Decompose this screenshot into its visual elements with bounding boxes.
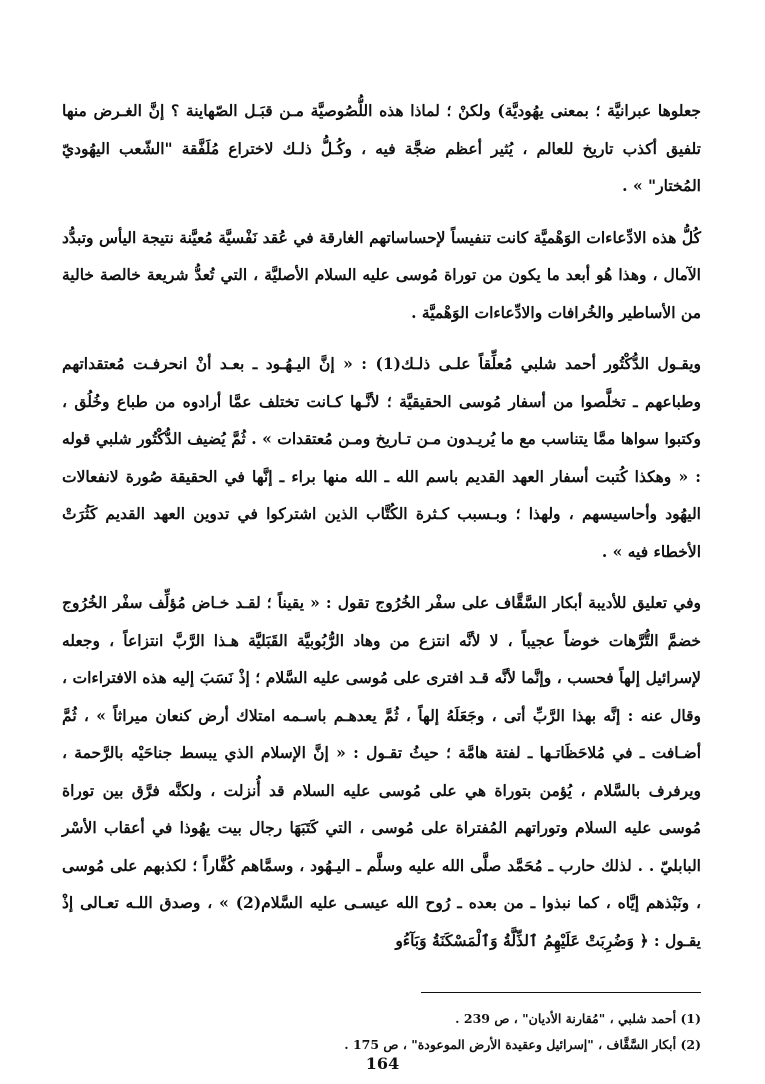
page-number: 164 [365, 1054, 400, 1073]
paragraph-3: ويقـول الدُّكْتُور أحمد شلبي مُعلِّقاً علـى ذلـك(1) : « إنَّ اليـهُـود ـ بعـد أنْ انحرفـت مُعتقداتهم وطباعهم ـ تخلَّصوا من أسفار مُوسى الحقيقيَّة ؛ لأنَّـها كـانت تختلف عمَّا أرادوه من طباع وخُلُق ، وكتبوا سواها ممَّا يتناسب مع ما يُريـدون مـن تـاريخ ومـن مُعتقدات » . ثُمَّ يُضيف الدُّكْتُور شلبي قوله : « وهكذا كُتبت أسفار العهد القديم باسم الله ـ الله منها براء ـ إنَّها في الحقيقة صُورة لانفعالات اليهُود وأحاسيسهم ، ولهذا ؛ وبـسبب كـثرة الكُتَّاب الذين اشتركوا في تدوين العهد القديم كَثُرَتْ الأخطاء فيه » . [62, 354, 701, 561]
paragraph-4: وفي تعليق للأديبة أبكار السَّقَّاف على سفْر الخُرُوج تقول : « يقيناً ؛ لقـد خـاض مُؤلِّف سفْر الخُرُوج خضمَّ التُّرَّهات خوضاً عجيباً ، لا لأنَّه انتزع من وهاد الرُّبُوبيَّة القَبَليَّة هـذا الرَّبَّ انتزاعاً ، وجعله لإسرائيل إلهاً فحسب ، وإنَّما لأنَّه قـد افترى على مُوسى عليه السَّلام ؛ إذْ نَسَبَ إليه هذه الافتراءات ، وقال عنه : إنَّه بهذا الرَّبِّ أتى ، وجَعَلَهُ إلهاً ، ثُمَّ يعدهـم باسـمه امتلاك أرض كنعان ميراثاً » ، ثُمَّ أضـافت ـ في مُلاحَظَاتـها ـ لفتة هامَّة ؛ حيثُ تقـول : « إنَّ الإسلام الذي يبسط جناحَيْه بالرَّحمة ، ويرفرف بالسَّلام ، يُؤمن بتوراة هي على مُوسى عليه السلام قد أُنزلت ، ولكنَّه فرَّق بين توراة مُوسى عليه السلام وتوراتهم المُفتراة على مُوسى ، التي كَتَبَهَا رجال بيت يهُوذا في أعقاب الأسْر البابليّ . . لذلك حارب ـ مُحَمَّد صلَّى الله عليه وسلَّم ـ اليـهُود ، وسمَّاهم كُفَّاراً ؛ لكذبهم على مُوسى ، ونَبْذهم إيَّاه ، كما نبذوا ـ من بعده ـ رُوح الله عيسـى عليه السَّلام(2) » ، وصدق اللـه تعـالى إذْ يقـول : ﴿ وَضُرِبَتْ عَلَيْهِمُ ٱلذِّلَّةُ وَٱلْمَسْكَنَةُ وَبَآءُو [62, 593, 701, 950]
footnotes [62, 1006, 701, 1058]
paragraph-2: كُلُّ هذه الادِّعاءات الوَهْميَّة كانت تنفيساً لإحساساتهم الغارقة في عُقد نَفْسيَّة مُعيَّنة نتيجة اليأس وتبدُّد الآمال ، وهذا هُو أبعد ما يكون من توراة مُوسى عليه السلام الأصليَّة ، التي تُعدُّ شريعة خالصة خالية من الأساطير والخُرافات والادِّعاءات الوَهْميَّة . [62, 227, 701, 322]
footnote-divider [421, 992, 701, 993]
main-text [62, 92, 701, 959]
footnote-1: (1) أحمد شلبي ، "مُقارنة الأديان" ، ص 239 . [455, 1011, 701, 1026]
paragraph-1: جعلوها عبرانيَّة ؛ بمعنى يهُوديَّة) ولكنْ ؛ لماذا هذه اللُّصُوصيَّة مـن قبَـل الصّهاينة ؟ إنَّ الغـرض منها تلفيق أكذب تاريخ للعالم ، يُثير أعظم ضجَّة فيه ، وكُـلُّ ذلـك لاختراع مُلَفَّقة "الشّعب اليهُوديّ المُختار" » . [62, 101, 701, 195]
footnote-2: (2) أبكار السَّقَّاف ، "إسرائيل وعقيدة الأرض الموعودة" ، ص 175 . [344, 1037, 701, 1052]
